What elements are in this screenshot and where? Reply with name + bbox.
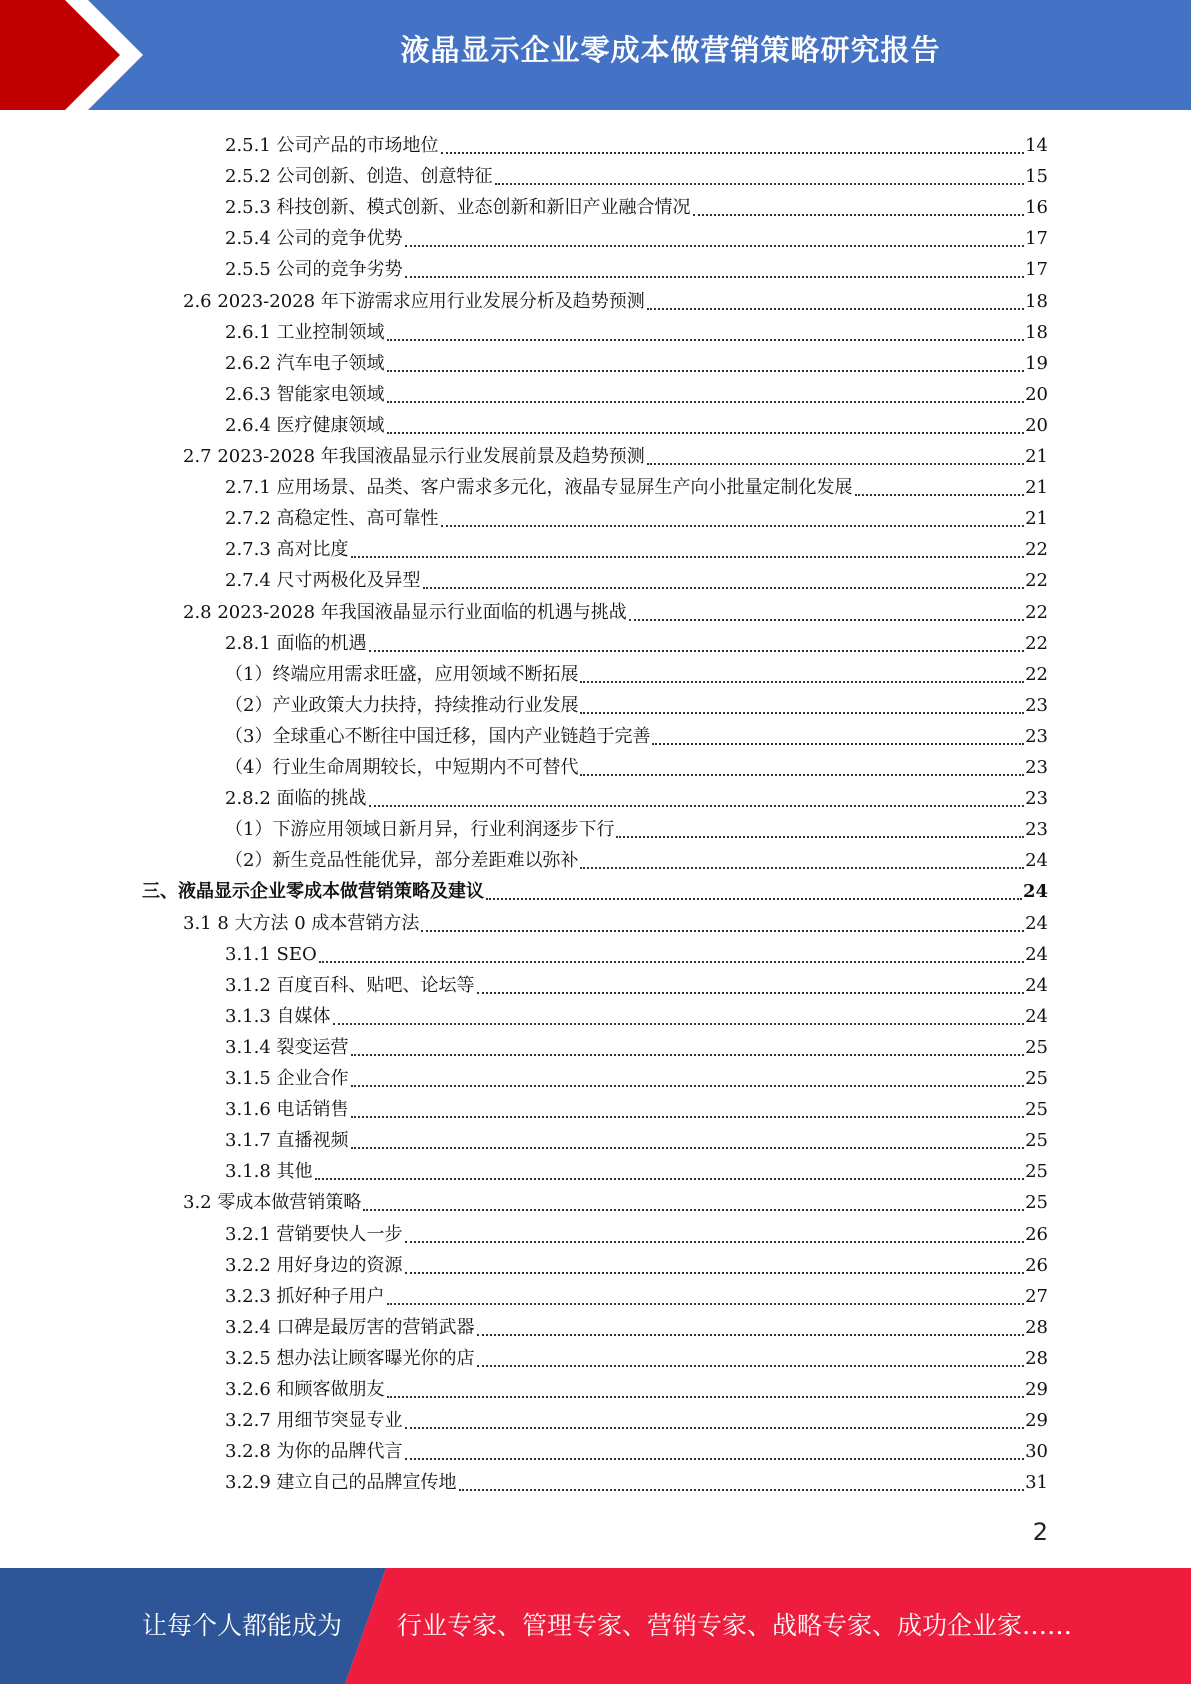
toc-entry-page: 15 (1025, 166, 1048, 188)
toc-dot-leader (652, 729, 1024, 745)
toc-entry-page: 19 (1025, 352, 1048, 374)
toc-entry-page: 26 (1025, 1223, 1048, 1245)
toc-entry[interactable] (183, 284, 1048, 314)
toc-entry-title: 2.7 2023-2028 年我国液晶显示行业发展前景及趋势预测 (183, 446, 645, 467)
toc-entry-title: 2.6.4 医疗健康领域 (225, 414, 385, 436)
toc-entry-title: 3.2.3 抓好种子用户 (225, 1285, 385, 1307)
toc-entry[interactable] (225, 750, 1048, 780)
toc-dot-leader (405, 1413, 1025, 1429)
toc-dot-leader (647, 294, 1024, 310)
toc-entry-page: 14 (1025, 135, 1048, 156)
toc-entry-page: 22 (1025, 663, 1048, 685)
toc-entry[interactable] (225, 190, 1048, 220)
toc-entry[interactable] (225, 781, 1048, 811)
toc-dot-leader (486, 884, 1022, 900)
toc-entry-page: 25 (1025, 1068, 1048, 1089)
toc-entry-title: 3.2.2 用好身边的资源 (225, 1254, 403, 1276)
toc-entry[interactable] (225, 1434, 1048, 1464)
toc-entry-title: 3.1.1 SEO (225, 943, 317, 965)
toc-entry-title: 2.8.2 面临的挑战 (225, 788, 367, 810)
toc-entry[interactable] (225, 1092, 1048, 1122)
toc-entry-page: 25 (1025, 1036, 1048, 1058)
footer-slogan-right: 行业专家、管理专家、营销专家、战略专家、成功企业家…… (397, 1611, 1073, 1640)
toc-entry-title: 3.1.4 裂变运营 (225, 1036, 349, 1058)
toc-entry[interactable] (225, 1403, 1048, 1433)
toc-entry[interactable] (225, 1465, 1048, 1495)
toc-entry-title: 3.2.1 营销要快人一步 (225, 1223, 403, 1245)
toc-dot-leader (647, 449, 1024, 465)
toc-entry[interactable] (183, 595, 1048, 625)
toc-dot-leader (459, 1475, 1025, 1491)
toc-entry-title: （2）产业政策大力扶持，持续推动行业发展 (225, 694, 579, 716)
toc-entry-title: （4）行业生命周期较长，中短期内不可替代 (225, 757, 579, 778)
toc-entry-page: 23 (1025, 757, 1048, 778)
toc-dot-leader (477, 1351, 1025, 1367)
toc-entry-page: 25 (1025, 1130, 1048, 1152)
toc-entry-title: 2.6 2023-2028 年下游需求应用行业发展分析及趋势预测 (183, 290, 645, 312)
page-footer (0, 1568, 1191, 1684)
toc-entry-page: 29 (1025, 1410, 1048, 1432)
toc-entry[interactable] (225, 1061, 1048, 1091)
toc-entry[interactable] (225, 937, 1048, 967)
toc-dot-leader (616, 822, 1024, 838)
toc-dot-leader (387, 356, 1025, 372)
toc-entry-page: 29 (1025, 1379, 1048, 1400)
toc-entry-page: 23 (1025, 788, 1048, 810)
toc-dot-leader (580, 853, 1024, 869)
toc-entry-page: 26 (1025, 1254, 1048, 1276)
toc-entry[interactable] (225, 843, 1048, 873)
toc-entry[interactable] (225, 346, 1048, 376)
toc-entry[interactable] (225, 1248, 1048, 1278)
document-title: 液晶显示企业零成本做营销策略研究报告 (400, 33, 941, 67)
toc-entry-title: 3.2.5 想办法让顾客曝光你的店 (225, 1347, 475, 1369)
toc-entry-page: 23 (1025, 819, 1048, 841)
toc-entry-page: 24 (1022, 881, 1048, 903)
toc-dot-leader (351, 1071, 1025, 1087)
toc-dot-leader (441, 138, 1025, 154)
toc-entry-title: 2.8.1 面临的机遇 (225, 632, 367, 654)
toc-entry-title: 3.2.8 为你的品牌代言 (225, 1441, 403, 1463)
toc-dot-leader (580, 698, 1024, 714)
page-header (0, 0, 1191, 110)
toc-dot-leader (369, 791, 1025, 807)
toc-entry[interactable] (225, 221, 1048, 251)
toc-dot-leader (441, 511, 1025, 527)
toc-entry-page: 17 (1025, 259, 1048, 281)
toc-entry-page: 25 (1025, 1161, 1048, 1183)
toc-entry-page: 24 (1025, 974, 1048, 996)
toc-entry-page: 21 (1025, 446, 1048, 467)
toc-dot-leader (855, 480, 1025, 496)
toc-entry-title: 3.2.4 口碑是最厉害的营销武器 (225, 1316, 475, 1338)
toc-entry[interactable] (225, 1154, 1048, 1184)
toc-entry[interactable] (225, 999, 1048, 1029)
toc-entry-title: 3.1.2 百度百科、贴吧、论坛等 (225, 974, 475, 996)
toc-entry[interactable] (225, 626, 1048, 656)
header-arrow-icon (0, 0, 160, 110)
toc-entry-page: 27 (1025, 1285, 1048, 1307)
toc-entry[interactable] (225, 128, 1048, 158)
toc-entry[interactable] (225, 1310, 1048, 1340)
toc-dot-leader (405, 231, 1025, 247)
toc-entry[interactable] (225, 1123, 1048, 1153)
toc-dot-leader (315, 1164, 1025, 1180)
toc-entry-title: 2.5.5 公司的竞争劣势 (225, 259, 403, 281)
toc-entry-title: 3.1.8 其他 (225, 1161, 313, 1183)
toc-entry-page: 18 (1025, 321, 1048, 343)
toc-entry[interactable] (225, 563, 1048, 593)
toc-entry-title: 2.7.4 尺寸两极化及异型 (225, 570, 421, 592)
toc-entry-page: 21 (1025, 477, 1048, 499)
toc-entry-title: 3.1.5 企业合作 (225, 1068, 349, 1089)
toc-entry-title: 2.7.1 应用场景、品类、客户需求多元化，液晶专显屏生产向小批量定制化发展 (225, 477, 853, 499)
toc-dot-leader (363, 1195, 1024, 1211)
toc-entry-title: 2.7.3 高对比度 (225, 539, 349, 561)
toc-entry[interactable] (225, 688, 1048, 718)
toc-dot-leader (405, 1258, 1025, 1274)
toc-entry[interactable] (225, 1030, 1048, 1060)
toc-entry-page: 22 (1025, 632, 1048, 654)
toc-dot-leader (351, 1102, 1025, 1118)
toc-entry-title: 2.8 2023-2028 年我国液晶显示行业面临的机遇与挑战 (183, 601, 627, 623)
toc-entry[interactable] (225, 501, 1048, 531)
toc-entry-page: 20 (1025, 414, 1048, 436)
toc-dot-leader (477, 978, 1025, 994)
toc-entry[interactable] (225, 812, 1048, 842)
toc-dot-leader (351, 1133, 1025, 1149)
toc-entry[interactable] (183, 439, 1048, 469)
toc-dot-leader (387, 1382, 1025, 1398)
toc-dot-leader (580, 667, 1024, 683)
toc-entry-title: 三、液晶显示企业零成本做营销策略及建议 (142, 881, 484, 903)
toc-entry-title: 3.1.3 自媒体 (225, 1005, 331, 1027)
toc-dot-leader (319, 947, 1024, 963)
toc-dot-leader (423, 573, 1025, 589)
toc-entry-page: 28 (1025, 1347, 1048, 1369)
toc-entry[interactable] (225, 968, 1048, 998)
toc-entry-title: 3.1.6 电话销售 (225, 1099, 349, 1121)
toc-dot-leader (693, 200, 1025, 216)
toc-entry-page: 28 (1025, 1316, 1048, 1338)
toc-entry-page: 24 (1025, 850, 1048, 872)
toc-entry-title: 2.5.1 公司产品的市场地位 (225, 135, 439, 156)
toc-dot-leader (369, 636, 1025, 652)
toc-entry-page: 22 (1025, 539, 1048, 561)
toc-entry-page: 30 (1025, 1441, 1048, 1463)
toc-entry-page: 31 (1025, 1472, 1048, 1494)
toc-entry[interactable] (225, 159, 1048, 189)
toc-entry-page: 18 (1025, 290, 1048, 312)
toc-entry[interactable] (225, 657, 1048, 687)
toc-dot-leader (405, 262, 1025, 278)
toc-entry[interactable] (142, 874, 1048, 904)
toc-entry-title: 2.6.2 汽车电子领域 (225, 352, 385, 374)
toc-entry[interactable] (225, 377, 1048, 407)
toc-entry-title: （2）新生竞品性能优异，部分差距难以弥补 (225, 850, 579, 872)
toc-entry-title: 3.2.9 建立自己的品牌宣传地 (225, 1472, 457, 1494)
toc-entry[interactable] (225, 315, 1048, 345)
toc-entry-title: 2.6.3 智能家电领域 (225, 383, 385, 405)
toc-entry-page: 25 (1025, 1099, 1048, 1121)
toc-entry[interactable] (225, 252, 1048, 282)
toc-dot-leader (387, 325, 1025, 341)
toc-entry[interactable] (225, 408, 1048, 438)
toc-entry-page: 23 (1025, 725, 1048, 747)
toc-entry-page: 24 (1025, 943, 1048, 965)
toc-entry[interactable] (183, 1185, 1048, 1215)
toc-dot-leader (351, 542, 1025, 558)
toc-entry-title: 2.5.2 公司创新、创造、创意特征 (225, 166, 493, 188)
toc-entry-title: （1）下游应用领域日新月异，行业利润逐步下行 (225, 819, 615, 841)
toc-entry-title: 3.1 8 大方法 0 成本营销方法 (183, 912, 420, 934)
toc-dot-leader (580, 760, 1024, 776)
toc-entry[interactable] (225, 470, 1048, 500)
toc-entry-title: 3.1.7 直播视频 (225, 1130, 349, 1152)
toc-entry[interactable] (225, 1341, 1048, 1371)
toc-entry-title: （3）全球重心不断往中国迁移，国内产业链趋于完善 (225, 725, 651, 747)
toc-entry[interactable] (225, 1279, 1048, 1309)
toc-entry[interactable] (225, 1372, 1048, 1402)
toc-entry[interactable] (183, 906, 1048, 936)
toc-dot-leader (405, 1227, 1025, 1243)
toc-dot-leader (629, 605, 1024, 621)
toc-entry-title: 3.2.7 用细节突显专业 (225, 1410, 403, 1432)
toc-dot-leader (333, 1009, 1025, 1025)
toc-dot-leader (405, 1444, 1025, 1460)
toc-entry-page: 22 (1025, 601, 1048, 623)
toc-dot-leader (421, 916, 1024, 932)
toc-entry-title: 2.7.2 高稳定性、高可靠性 (225, 508, 439, 530)
toc-entry-page: 24 (1025, 912, 1048, 934)
page-number: 2 (1032, 1518, 1048, 1546)
toc-dot-leader (387, 1289, 1025, 1305)
toc-entry-title: 2.5.3 科技创新、模式创新、业态创新和新旧产业融合情况 (225, 197, 691, 219)
toc-entry-page: 25 (1025, 1192, 1048, 1214)
toc-entry-title: 3.2.6 和顾客做朋友 (225, 1379, 385, 1400)
toc-dot-leader (495, 169, 1025, 185)
toc-dot-leader (477, 1320, 1025, 1336)
toc-entry-page: 17 (1025, 228, 1048, 250)
toc-entry[interactable] (225, 719, 1048, 749)
toc-dot-leader (351, 1040, 1025, 1056)
toc-entry[interactable] (225, 532, 1048, 562)
toc-entry-title: （1）终端应用需求旺盛，应用领域不断拓展 (225, 663, 579, 685)
toc-entry-page: 22 (1025, 570, 1048, 592)
toc-dot-leader (387, 387, 1025, 403)
toc-entry-page: 20 (1025, 383, 1048, 405)
toc-entry-title: 2.6.1 工业控制领域 (225, 321, 385, 343)
toc-entry-page: 16 (1025, 197, 1048, 219)
toc-entry-page: 23 (1025, 694, 1048, 716)
footer-slogan-left: 让每个人都能成为 (142, 1611, 343, 1640)
toc-entry-title: 2.5.4 公司的竞争优势 (225, 228, 403, 250)
toc-entry-page: 24 (1025, 1005, 1048, 1027)
toc-entry-title: 3.2 零成本做营销策略 (183, 1192, 362, 1214)
toc-entry-page: 21 (1025, 508, 1048, 530)
toc-entry[interactable] (225, 1217, 1048, 1247)
toc-dot-leader (387, 418, 1025, 434)
